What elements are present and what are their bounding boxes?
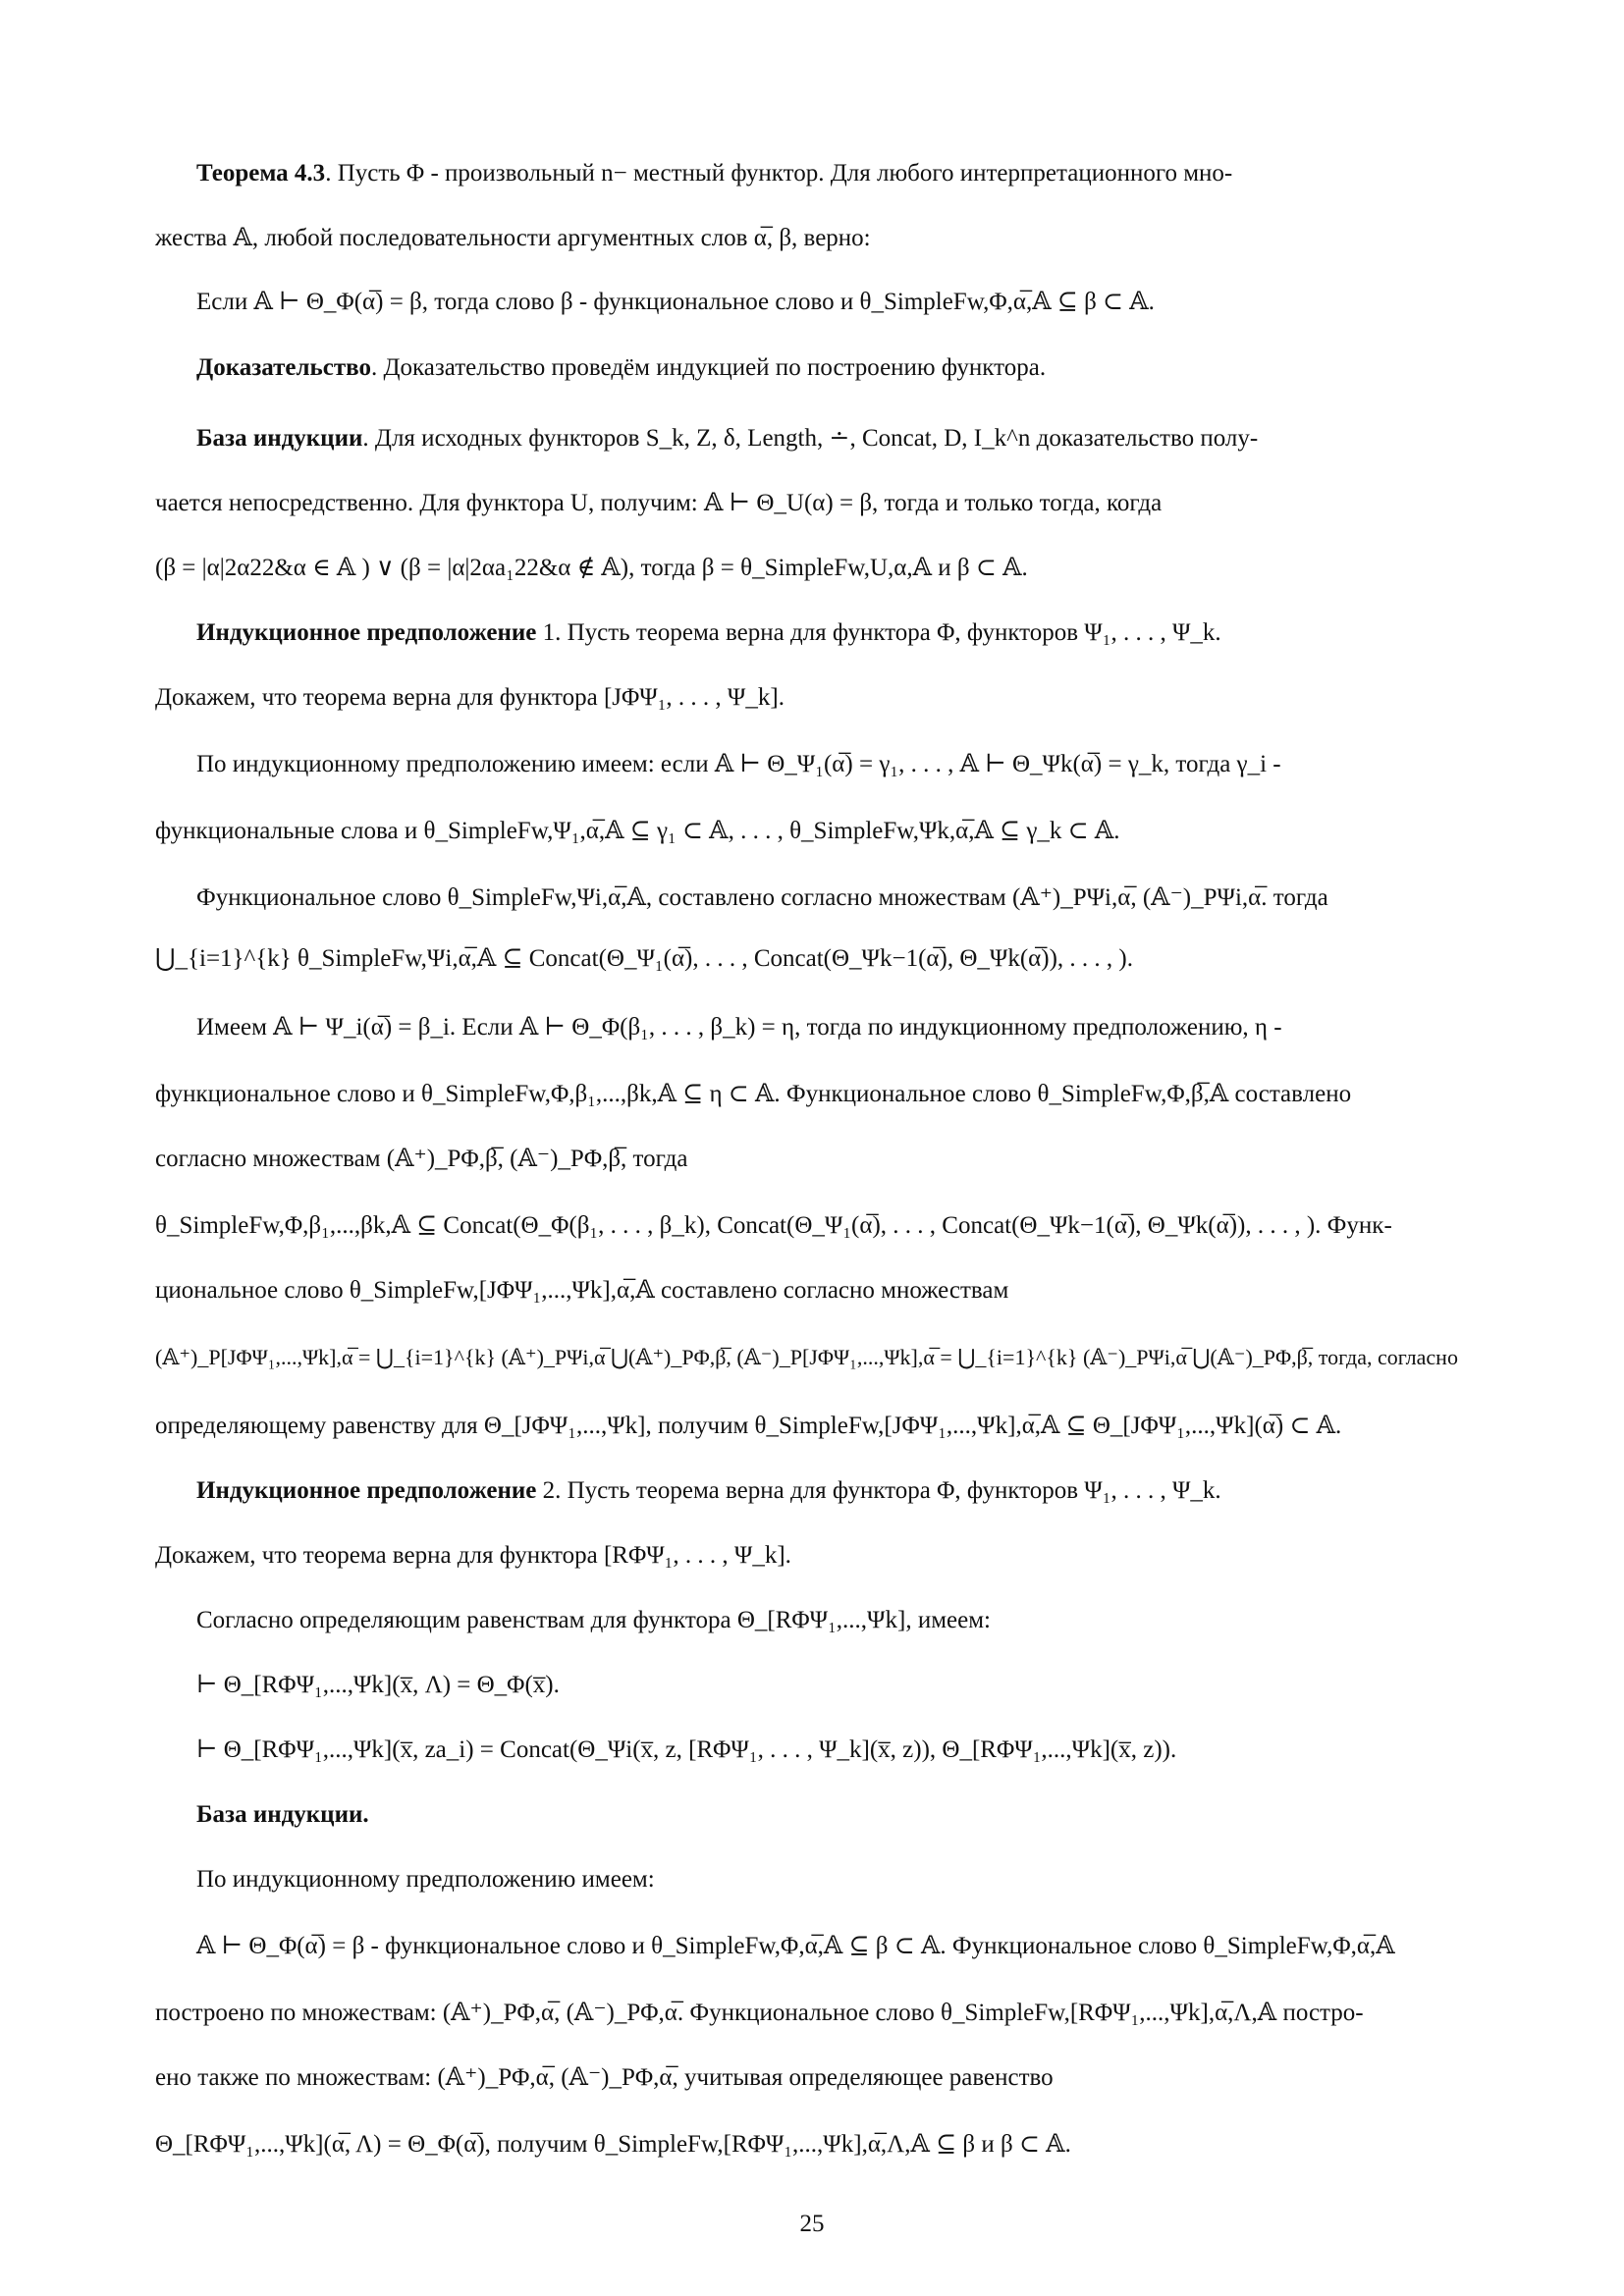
theorem-line-2: жества 𝔸, любой последовательности аргументных слов α̅, β, верно: <box>155 225 871 251</box>
paragraph-line: функциональные слова и θ_SimpleFw,Ψ₁,α̅,𝔸 ⊆ γ₁ ⊂ 𝔸, . . . , θ_SimpleFw,Ψk,α̅,𝔸 ⊆ γ_k ⊂ 𝔸. <box>155 818 1120 844</box>
paragraph-line: функциональное слово и θ_SimpleFw,Φ,β₁,...,βk,𝔸 ⊆ η ⊂ 𝔸. Функциональное слово θ_SimpleFw,Φ,β̅,𝔸 составлено <box>155 1081 1352 1107</box>
formula-union-line: (𝔸⁺)_P[JΦΨ₁,...,Ψk],α̅ = ⋃_{i=1}^{k} (𝔸⁺)_PΨi,α̅ ⋃(𝔸⁺)_PΦ,β̅, (𝔸⁻)_P[JΦΨ₁,...,Ψk],α̅ = ⋃_{i=1}^{k} (𝔸⁻)_PΨi,α̅ ⋃(𝔸⁻)_PΦ,β̅, тогда, согласно <box>155 1345 1458 1369</box>
paragraph-line: определяющему равенству для Θ_[JΦΨ₁,...,Ψk], получим θ_SimpleFw,[JΦΨ₁,...,Ψk],α̅,𝔸 ⊆ Θ_[JΦΨ₁,...,Ψk](α̅) ⊂ 𝔸. <box>155 1413 1342 1439</box>
paragraph-line: ено также по множествам: (𝔸⁺)_PΦ,α̅, (𝔸⁻)_PΦ,α̅, учитывая определяющее равенство <box>155 2064 1054 2091</box>
paragraph-line: Функциональное слово θ_SimpleFw,Ψi,α̅,𝔸, составлено согласно множествам (𝔸⁺)_PΨi,α̅, (𝔸⁻)_PΨi,α̅. тогда <box>196 884 1328 911</box>
paragraph-line: По индукционному предположению имеем: если 𝔸 ⊢ Θ_Ψ₁(α̅) = γ₁, . . . , 𝔸 ⊢ Θ_Ψk(α̅) = γ_k, тогда γ_i - <box>196 751 1281 777</box>
hypothesis-2-line-1: Индукционное предположение 2. Пусть теорема верна для функтора Φ, функторов Ψ₁, . . . , Ψ_k. <box>196 1477 1221 1504</box>
formula-union-line: ⋃_{i=1}^{k} θ_SimpleFw,Ψi,α̅,𝔸 ⊆ Concat(Θ_Ψ₁(α̅), . . . , Concat(Θ_Ψk−1(α̅), Θ_Ψk(α̅)), . . . , ). <box>155 945 1133 972</box>
induction-base-line-1: База индукции. Для исходных функторов S_k, Z, δ, Length, ∸, Concat, D, I_k^n доказательство полу- <box>196 425 1259 452</box>
paragraph-line: 𝔸 ⊢ Θ_Φ(α̅) = β - функциональное слово и θ_SimpleFw,Φ,α̅,𝔸 ⊆ β ⊂ 𝔸. Функциональное слово θ_SimpleFw,Φ,α̅,𝔸 <box>196 1933 1395 1959</box>
induction-base-line-3: (β = |α|2α22&α ∈ 𝔸 ) ∨ (β = |α|2αa₁22&α ∉ 𝔸), тогда β = θ_SimpleFw,U,α,𝔸 и β ⊂ 𝔸. <box>155 555 1028 581</box>
paragraph-line: Имеем 𝔸 ⊢ Ψ_i(α̅) = β_i. Если 𝔸 ⊢ Θ_Φ(β₁, . . . , β_k) = η, тогда по индукционному предположению, η - <box>196 1014 1282 1041</box>
formula-line: ⊢ Θ_[RΦΨ₁,...,Ψk](x̅, Λ) = Θ_Φ(x̅). <box>196 1672 560 1698</box>
induction-base-line-2: чается непосредственно. Для функтора U, получим: 𝔸 ⊢ Θ_U(α) = β, тогда и только тогда, когда <box>155 490 1163 516</box>
paragraph-line: построено по множествам: (𝔸⁺)_PΦ,α̅, (𝔸⁻)_PΦ,α̅. Функциональное слово θ_SimpleFw,[RΦΨ₁,...,Ψk],α̅,Λ,𝔸 постро- <box>155 2000 1364 2026</box>
induction-base-heading: База индукции. <box>196 1801 369 1828</box>
paragraph-line: Θ_[RΦΨ₁,...,Ψk](α̅, Λ) = Θ_Φ(α̅), получим θ_SimpleFw,[RΦΨ₁,...,Ψk],α̅,Λ,𝔸 ⊆ β и β ⊂ 𝔸. <box>155 2131 1071 2158</box>
formula-line: ⊢ Θ_[RΦΨ₁,...,Ψk](x̅, za_i) = Concat(Θ_Ψi(x̅, z, [RΦΨ₁, . . . , Ψ_k](x̅, z)), Θ_[RΦΨ₁,...,Ψk](x̅, z)). <box>196 1736 1177 1763</box>
formula-line: θ_SimpleFw,Φ,β₁,...,βk,𝔸 ⊆ Concat(Θ_Φ(β₁, . . . , β_k), Concat(Θ_Ψ₁(α̅), . . . , Concat(Θ_Ψk−1(α̅), Θ_Ψk(α̅)), . . . , ). Функ- <box>155 1212 1392 1239</box>
theorem-line-1: Теорема 4.3. Пусть Φ - произвольный n− местный функтор. Для любого интерпретационного мно- <box>196 160 1233 187</box>
proof-heading: Доказательство. Доказательство проведём индукцией по построению функтора. <box>196 354 1047 381</box>
hypothesis-2-line-2: Докажем, что теорема верна для функтора [RΦΨ₁, . . . , Ψ_k]. <box>155 1542 791 1569</box>
paragraph-line: согласно множествам (𝔸⁺)_PΦ,β̅, (𝔸⁻)_PΦ,β̅, тогда <box>155 1146 688 1172</box>
hypothesis-1-line-2: Докажем, что теорема верна для функтора [JΦΨ₁, . . . , Ψ_k]. <box>155 684 785 711</box>
paragraph-line: Согласно определяющим равенствам для функтора Θ_[RΦΨ₁,...,Ψk], имеем: <box>196 1607 991 1633</box>
paragraph-line: По индукционному предположению имеем: <box>196 1866 655 1893</box>
theorem-statement: Если 𝔸 ⊢ Θ_Φ(α̅) = β, тогда слово β - функциональное слово и θ_SimpleFw,Φ,α̅,𝔸 ⊆ β ⊂ 𝔸. <box>196 289 1155 315</box>
page-number: 25 <box>799 2211 825 2237</box>
hypothesis-1-line-1: Индукционное предположение 1. Пусть теорема верна для функтора Φ, функторов Ψ₁, . . . , Ψ_k. <box>196 619 1221 646</box>
paragraph-line: циональное слово θ_SimpleFw,[JΦΨ₁,...,Ψk],α̅,𝔸 составлено согласно множествам <box>155 1277 1009 1304</box>
